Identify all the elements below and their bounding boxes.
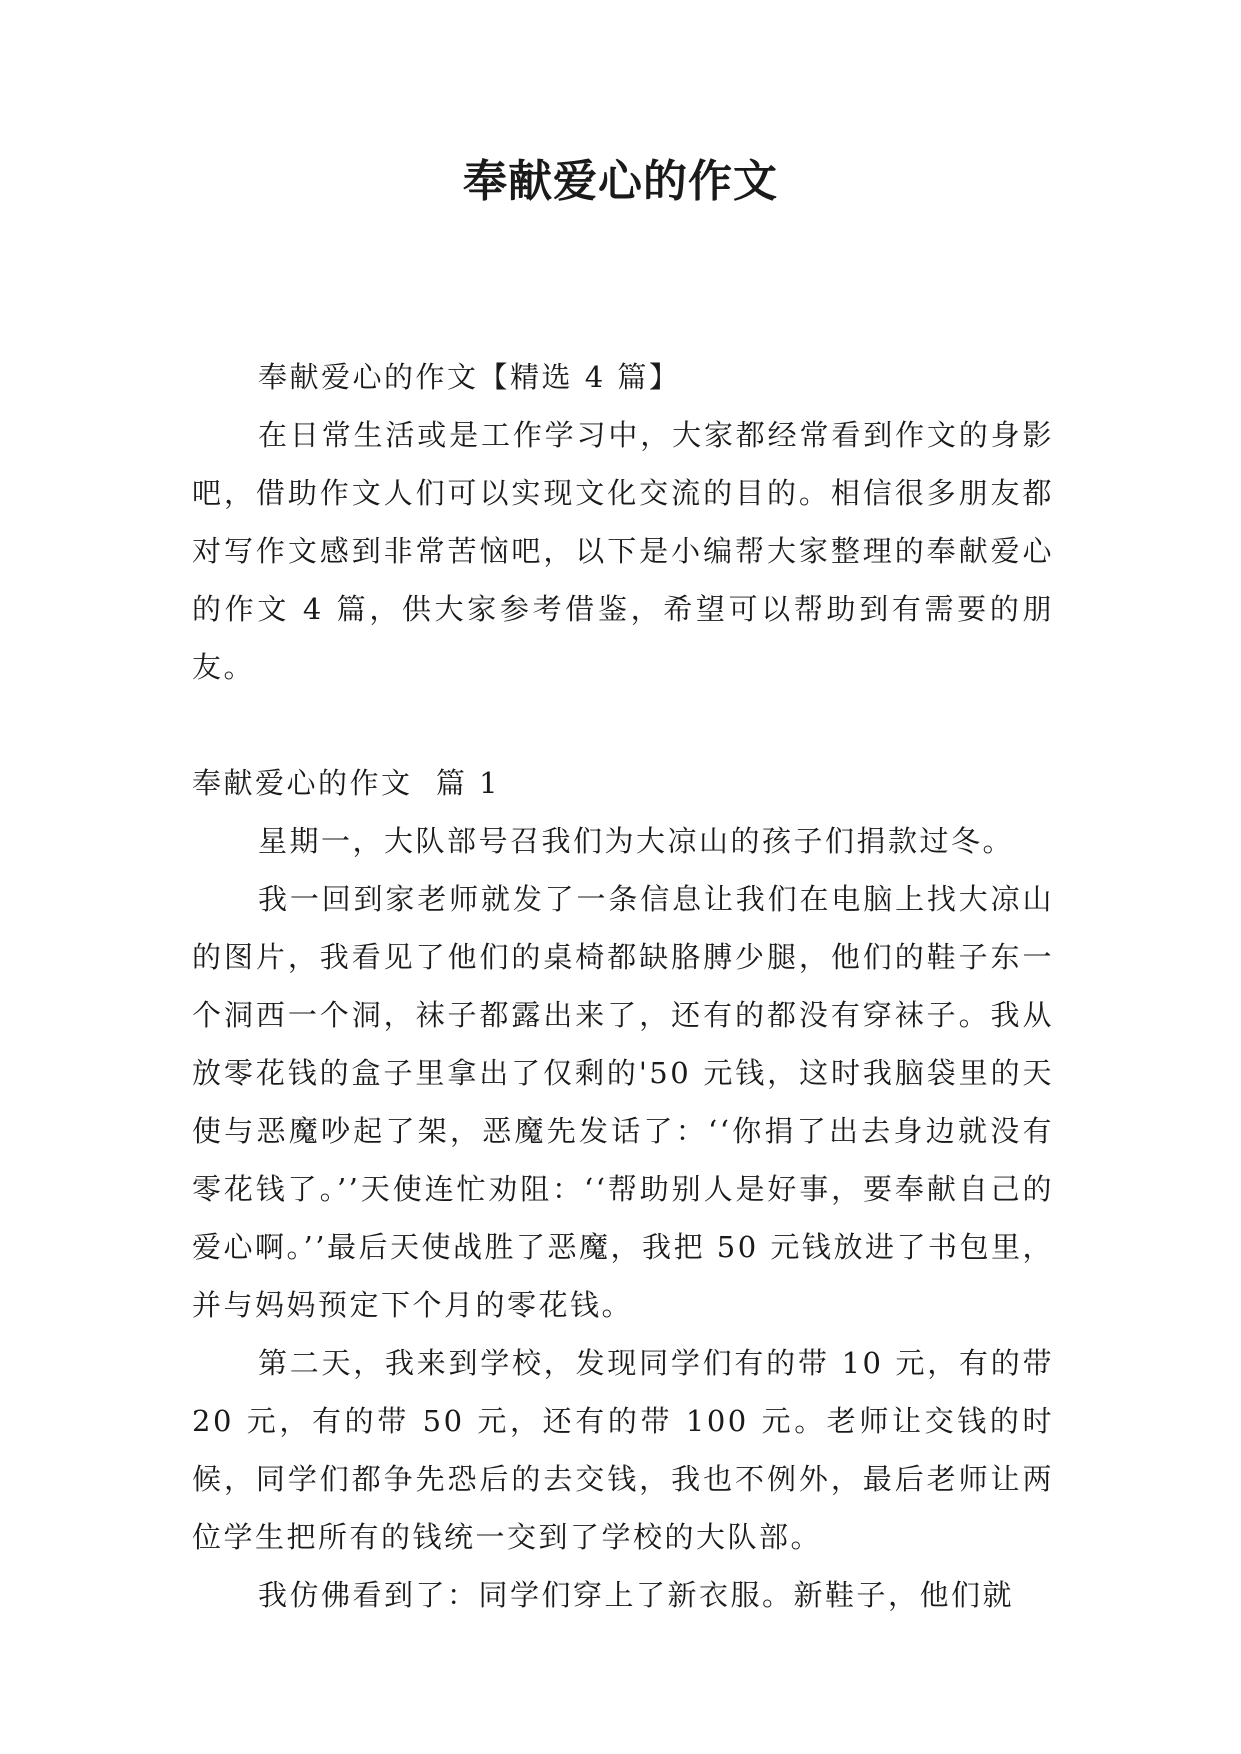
intro-paragraph: 在日常生活或是工作学习中，大家都经常看到作文的身影吧，借助作文人们可以实现文化交流的目的。相信很多朋友都对写作文感到非常苦恼吧，以下是小编帮大家整理的奉献爱心的作文 4 篇，供大家参考借鉴，希望可以帮助到有需要的朋友。 [192, 418, 1054, 684]
document-body [192, 348, 1054, 1624]
section-heading: 奉献爱心的作文 篇 1 [192, 766, 501, 800]
essay-paragraph-4: 我仿佛看到了：同学们穿上了新衣服。新鞋子，他们就 [258, 1578, 1015, 1612]
document-subtitle: 奉献爱心的作文【精选 4 篇】 [258, 360, 681, 394]
essay-paragraph-3: 第二天，我来到学校，发现同学们有的带 10 元，有的带 20 元，有的带 50 元，还有的带 100 元。老师让交钱的时候，同学们都争先恐后的去交钱，我也不例外，最后老师让两位学生把所有的钱统一交到了学校的大队部。 [192, 1346, 1054, 1554]
essay-paragraph-2: 我一回到家老师就发了一条信息让我们在电脑上找大凉山的图片，我看见了他们的桌椅都缺胳膊少腿，他们的鞋子东一个洞西一个洞，袜子都露出来了，还有的都没有穿袜子。我从放零花钱的盒子里拿出了仅剩的'50 元钱，这时我脑袋里的天使与恶魔吵起了架，恶魔先发话了：‘‘你捐了出去身边就没有零花钱了。’’天使连忙劝阻：‘‘帮助别人是好事，要奉献自己的爱心啊。’’最后天使战胜了恶魔，我把 50 元钱放进了书包里，并与妈妈预定下个月的零花钱。 [192, 882, 1054, 1322]
essay-paragraph-1: 星期一，大队部号召我们为大凉山的孩子们捐款过冬。 [258, 824, 1015, 858]
paragraph-gap [192, 696, 1054, 754]
document-title: 奉献爱心的作文 [463, 156, 778, 207]
